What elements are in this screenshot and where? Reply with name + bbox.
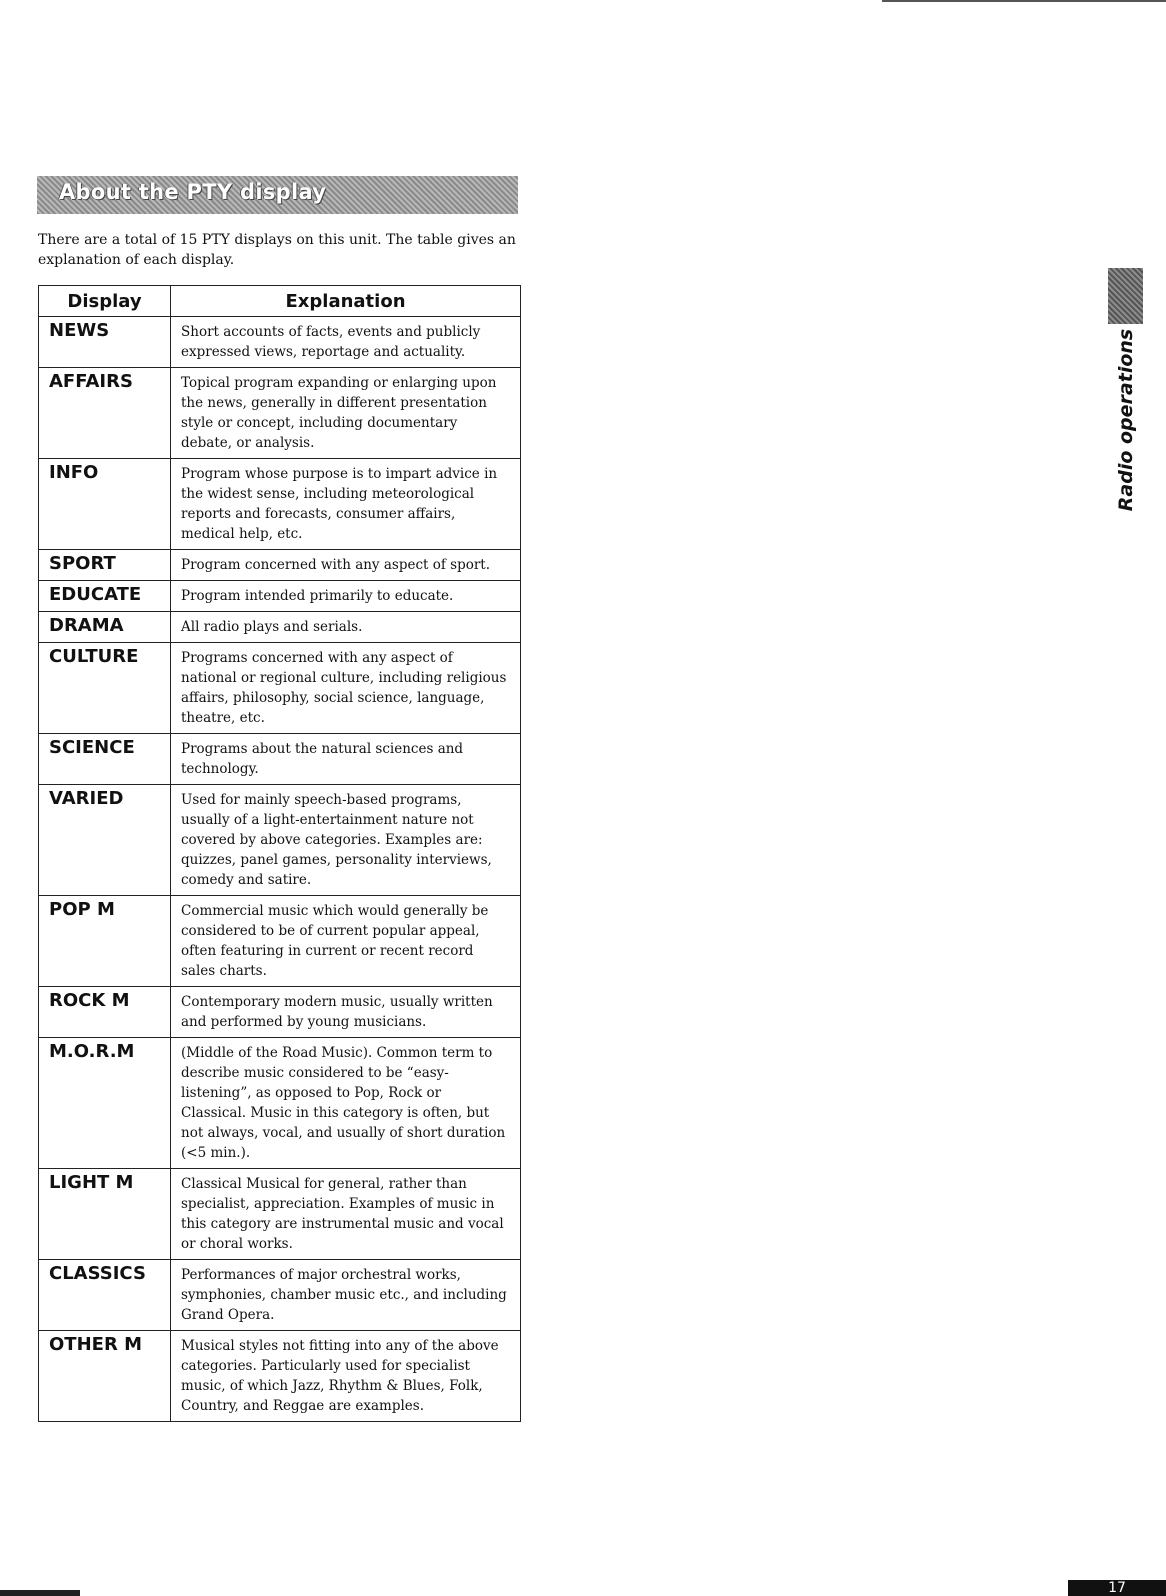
section-banner [37, 176, 518, 214]
display-explanation: Program concerned with any aspect of sport. [171, 550, 521, 581]
display-code: DRAMA [39, 612, 171, 643]
display-explanation: Classical Musical for general, rather than specialist, appreciation. Examples of music in this category are instrumental music and vocal or choral works. [171, 1169, 521, 1260]
display-explanation: Commercial music which would generally be considered to be of current popular appeal, often featuring in current or recent record sales charts. [171, 896, 521, 987]
table-row [39, 1038, 521, 1169]
display-code: OTHER M [39, 1331, 171, 1422]
pty-table [38, 285, 521, 1422]
display-explanation: Contemporary modern music, usually written and performed by young musicians. [171, 987, 521, 1038]
table-row [39, 896, 521, 987]
display-code: CULTURE [39, 643, 171, 734]
display-explanation: Programs about the natural sciences and technology. [171, 734, 521, 785]
display-code: ROCK M [39, 987, 171, 1038]
display-code: VARIED [39, 785, 171, 896]
display-code: POP M [39, 896, 171, 987]
table-row [39, 987, 521, 1038]
display-code: SPORT [39, 550, 171, 581]
display-explanation: Performances of major orchestral works, symphonies, chamber music etc., and including Grand Opera. [171, 1260, 521, 1331]
display-explanation: Program whose purpose is to impart advice in the widest sense, including meteorological reports and forecasts, consumer affairs, medical help, etc. [171, 459, 521, 550]
top-rule [882, 0, 1166, 2]
display-explanation: Topical program expanding or enlarging upon the news, generally in different presentation style or concept, including documentary debate, or analysis. [171, 368, 521, 459]
display-code: EDUCATE [39, 581, 171, 612]
table-row [39, 581, 521, 612]
table-row [39, 643, 521, 734]
section-title: About the PTY display [59, 180, 327, 204]
display-explanation: (Middle of the Road Music). Common term to describe music considered to be “easy-listening”, as opposed to Pop, Rock or Classical. Music in this category is often, but not always, vocal, and usually of short duration (<5 min.). [171, 1038, 521, 1169]
table-row [39, 317, 521, 368]
header-explanation: Explanation [171, 286, 521, 317]
intro-paragraph: There are a total of 15 PTY displays on this unit. The table gives an explanation of each display. [38, 232, 516, 268]
display-explanation: All radio plays and serials. [171, 612, 521, 643]
display-code: SCIENCE [39, 734, 171, 785]
display-code: LIGHT M [39, 1169, 171, 1260]
display-code: INFO [39, 459, 171, 550]
display-code: CLASSICS [39, 1260, 171, 1331]
page-number: 17 [1068, 1580, 1166, 1596]
display-explanation: Used for mainly speech-based programs, usually of a light-entertainment nature not covered by above categories. Examples are: quizzes, panel games, personality interviews, comedy and satire. [171, 785, 521, 896]
display-code: AFFAIRS [39, 368, 171, 459]
table-row [39, 550, 521, 581]
side-tab-marker [1108, 268, 1143, 324]
display-code: NEWS [39, 317, 171, 368]
side-tab-label: Radio operations [1115, 328, 1137, 512]
table-header-row [39, 286, 521, 317]
table-row [39, 1260, 521, 1331]
bottom-edge-mark [0, 1590, 80, 1596]
header-display: Display [39, 286, 171, 317]
display-code: M.O.R.M [39, 1038, 171, 1169]
display-explanation: Short accounts of facts, events and publicly expressed views, reportage and actuality. [171, 317, 521, 368]
display-explanation: Musical styles not fitting into any of the above categories. Particularly used for specialist music, of which Jazz, Rhythm & Blues, Folk, Country, and Reggae are examples. [171, 1331, 521, 1422]
table-row [39, 612, 521, 643]
table-row [39, 734, 521, 785]
table-row [39, 459, 521, 550]
table-row [39, 785, 521, 896]
display-explanation: Program intended primarily to educate. [171, 581, 521, 612]
table-row [39, 1331, 521, 1422]
table-row [39, 368, 521, 459]
table-row [39, 1169, 521, 1260]
display-explanation: Programs concerned with any aspect of national or regional culture, including religious affairs, philosophy, social science, language, theatre, etc. [171, 643, 521, 734]
